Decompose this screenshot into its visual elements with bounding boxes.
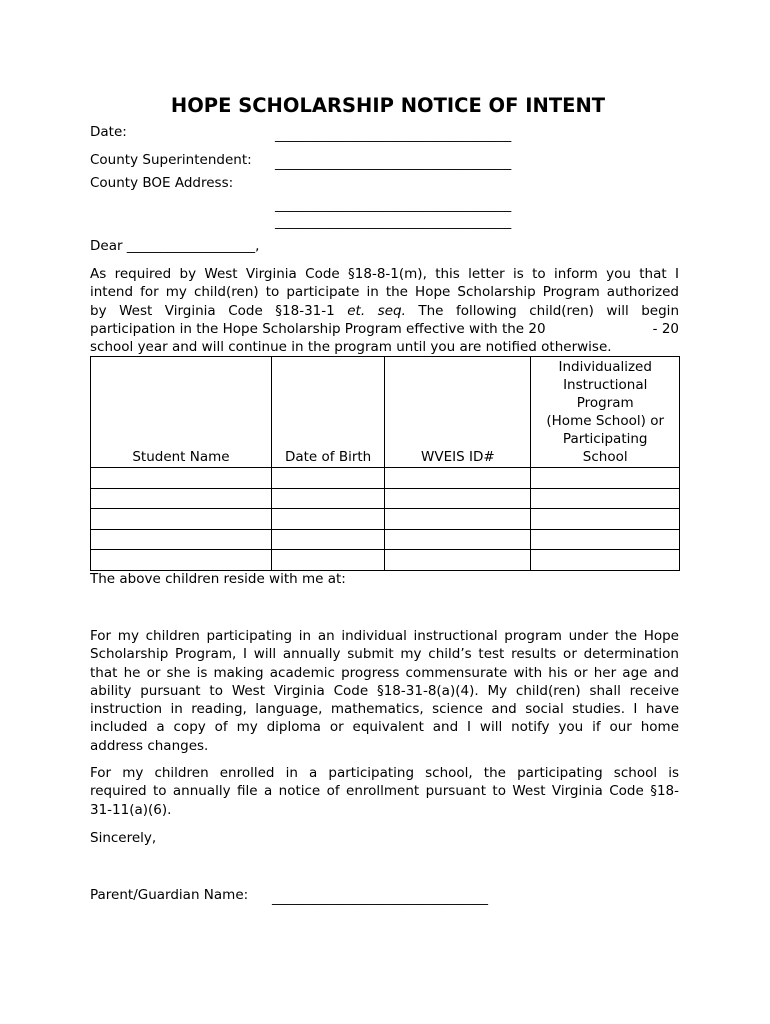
home-school-line: For my children participating in an individual instructional program under the Hope <box>90 628 679 644</box>
participating-school-line: For my children enrolled in a participating school, the participating school is <box>90 765 679 781</box>
header-student-name: Student Name <box>91 357 272 468</box>
cell-program-or-school[interactable] <box>531 509 680 530</box>
cell-student-name[interactable] <box>91 509 272 530</box>
cell-program-or-school[interactable] <box>531 529 680 550</box>
intro-line-3: by West Virginia Code §18-31-1 et. seq. The following child(ren) will begin <box>90 302 679 319</box>
cell-student-name[interactable] <box>91 550 272 571</box>
table-row <box>91 529 680 550</box>
intro-line-1: As required by West Virginia Code §18-8-1(m), this letter is to inform you that I <box>90 266 679 282</box>
salutation: Dear ___________________, <box>90 238 260 254</box>
students-table <box>90 356 680 571</box>
home-school-paragraph <box>90 627 679 755</box>
intro-line-5: school year and will continue in the program until you are notified otherwise. <box>90 339 612 356</box>
cell-student-name[interactable] <box>91 488 272 509</box>
intro-line-4: participation in the Hope Scholarship Program effective with the 20 - 20 <box>90 320 679 337</box>
intro-paragraph <box>90 265 679 356</box>
table-row <box>91 550 680 571</box>
boe-address-line-1[interactable]: ___________________________________ <box>275 197 512 213</box>
boe-address-label: County BOE Address: <box>90 175 234 191</box>
table-row <box>91 468 680 489</box>
date-label: Date: <box>90 124 127 140</box>
table-row <box>91 488 680 509</box>
et-seq-italic: et. seq. <box>347 302 406 319</box>
superintendent-label: County Superintendent: <box>90 152 252 168</box>
header-date-of-birth: Date of Birth <box>271 357 384 468</box>
cell-wveis-id[interactable] <box>385 550 531 571</box>
home-school-line: instruction in reading, language, mathematics, science and social studies. I have <box>90 701 679 718</box>
cell-date-of-birth[interactable] <box>271 509 384 530</box>
cell-date-of-birth[interactable] <box>271 468 384 489</box>
date-field-line[interactable]: ___________________________________ <box>275 127 512 143</box>
cell-student-name[interactable] <box>91 468 272 489</box>
closing: Sincerely, <box>90 830 157 846</box>
cell-date-of-birth[interactable] <box>271 529 384 550</box>
boe-address-line-2[interactable]: ___________________________________ <box>275 214 512 230</box>
reside-statement: The above children reside with me at: <box>90 571 346 587</box>
cell-program-or-school[interactable] <box>531 550 680 571</box>
parent-guardian-label: Parent/Guardian Name: <box>90 887 249 903</box>
parent-guardian-line[interactable]: ________________________________ <box>272 890 488 906</box>
home-school-line: ability pursuant to West Virginia Code §18-31-8(a)(4). My child(ren) shall receive <box>90 682 679 699</box>
table-row <box>91 509 680 530</box>
cell-wveis-id[interactable] <box>385 488 531 509</box>
table-header-row <box>91 357 680 468</box>
home-school-line: included a copy of my diploma or equivalent and I will notify you if our home <box>90 719 679 736</box>
cell-wveis-id[interactable] <box>385 509 531 530</box>
home-school-line: Scholarship Program, I will annually submit my child’s test results or determination <box>90 646 679 663</box>
cell-date-of-birth[interactable] <box>271 488 384 509</box>
participating-school-paragraph <box>90 764 679 819</box>
cell-program-or-school[interactable] <box>531 468 680 489</box>
cell-program-or-school[interactable] <box>531 488 680 509</box>
header-wveis-id: WVEIS ID# <box>385 357 531 468</box>
home-school-line: that he or she is making academic progress commensurate with his or her age and <box>90 664 679 681</box>
home-school-line: address changes. <box>90 737 209 754</box>
cell-student-name[interactable] <box>91 529 272 550</box>
superintendent-field-line[interactable]: ___________________________________ <box>275 155 512 171</box>
cell-date-of-birth[interactable] <box>271 550 384 571</box>
header-program-or-school: Individualized Instructional Program (Home School) or Participating School <box>531 357 680 468</box>
school-year-end: - 20 <box>652 320 679 337</box>
intro-line-2: intend for my child(ren) to participate in the Hope Scholarship Program authorized <box>90 284 679 301</box>
cell-wveis-id[interactable] <box>385 529 531 550</box>
participating-school-line: 31-11(a)(6). <box>90 801 172 818</box>
document-title: HOPE SCHOLARSHIP NOTICE OF INTENT <box>170 94 606 117</box>
participating-school-line: required to annually file a notice of enrollment pursuant to West Virginia Code §18- <box>90 783 679 800</box>
cell-wveis-id[interactable] <box>385 468 531 489</box>
